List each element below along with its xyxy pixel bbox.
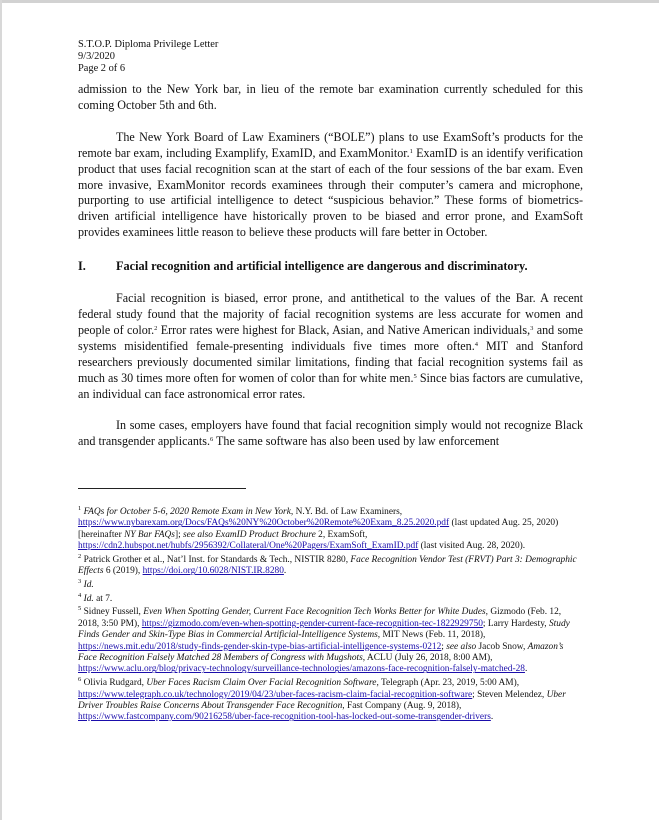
footnote-1-source: , N.Y. Bd. of Law Examiners,: [290, 507, 403, 517]
footnote-6-text-4: .: [490, 712, 494, 723]
footnote-6-author: Olivia Rudgard,: [83, 678, 147, 689]
paragraph-facial-recognition: [78, 291, 583, 402]
footnote-5-link-mit[interactable]: https://news.mit.edu/2018/study-finds-gender-skin-type-bias-artificial-intelligence-systems-0212: [78, 641, 442, 652]
footnote-1-link-hubspot[interactable]: https://cdn2.hubspot.net/hubfs/2956392/Collateral/One%20Pagers/ExamSoft_ExamID.pdf: [78, 541, 419, 552]
footnote-ref-5[interactable]: 5: [413, 372, 417, 380]
footnote-1-text-3: 2, ExamSoft,: [315, 529, 368, 540]
footnote-2-number: 2: [78, 552, 82, 560]
header-date: 9/3/2020: [78, 51, 115, 62]
footnote-5-text-6: , ACLU (July 26, 2018, 8:00 AM),: [362, 653, 493, 664]
footnote-4-id: Id.: [83, 593, 94, 604]
header-title: S.T.O.P. Diploma Privilege Letter: [78, 39, 219, 50]
footnote-3-number: 3: [78, 578, 82, 586]
footnote-5-title: Even When Spotting Gender, Current Face Recognition Tech Works Better for White Dudes: [143, 607, 486, 618]
footnote-2-title: Face Recognition Vendor Test (FRVT) Part 3: Demographic Effects: [78, 554, 577, 577]
footnote-5-text-4: ;: [441, 641, 447, 652]
footnote-1-text-2: ];: [174, 529, 184, 540]
footnote-5: [78, 607, 583, 675]
paragraph-employers: [78, 418, 583, 450]
footnote-4: [78, 591, 583, 605]
section-title: Facial recognition and artificial intelligence are dangerous and discriminatory.: [116, 259, 528, 274]
footnote-5-title-2: Study Finds Gender and Skin-Type Bias in Commercial Artificial-Intelligence Systems: [78, 618, 570, 641]
footnote-6-link-fastcompany[interactable]: https://www.fastcompany.com/90216258/uber-face-recognition-tool-has-locked-out-some-transgender-drivers: [78, 712, 491, 723]
footnote-5-link-aclu[interactable]: https://www.aclu.org/blog/privacy-technology/surveillance-technologies/amazons-face-recognition-falsely-matched-28: [78, 664, 525, 675]
footnote-1-text-4: (last visited Aug. 28, 2020).: [418, 541, 526, 552]
footnote-1: [78, 507, 583, 553]
paragraph-emp-text-a: In some cases, employers have found that facial recognition simply would not recognize Black and transgender applicants.: [78, 418, 583, 449]
footnote-ref-4[interactable]: 4: [474, 340, 478, 348]
footnote-6: [78, 678, 583, 724]
footnote-2: [78, 552, 583, 578]
footnote-5-text-7: .: [524, 664, 528, 675]
letter-header: [78, 39, 218, 75]
footnote-1-shortname: NY Bar FAQs: [124, 529, 175, 540]
footnote-1-brochure: see also ExamID Product Brochure: [183, 529, 316, 540]
footnote-2-text-3: .: [283, 566, 287, 577]
paragraph-continuation: admission to the New York bar, in lieu of the remote bar examination currently scheduled for this coming October 5th and 6th.: [78, 82, 583, 112]
footnote-3: [78, 580, 583, 591]
section-number: I.: [78, 259, 86, 274]
footnote-6-title: Uber Faces Racism Claim Over Facial Recognition Software: [146, 678, 377, 689]
footnote-6-title-2: Uber Driver Troubles Raise Concerns About Transgender Face Recognition: [78, 689, 566, 711]
footnote-6-link-telegraph[interactable]: https://www.telegraph.co.uk/technology/2019/04/23/uber-faces-racism-claim-facial-recognition-software: [78, 689, 473, 700]
footnote-2-text: Patrick Grother et al., Nat’l Inst. for Standards & Tech., NISTIR 8280,: [83, 554, 351, 565]
footnote-5-text-3: , MIT News (Feb. 11, 2018),: [377, 630, 486, 641]
footnote-5-link-gizmodo[interactable]: https://gizmodo.com/even-when-spotting-gender-current-face-recognition-tec-1822929750: [141, 618, 483, 629]
footnote-5-text-5: Jacob Snow,: [476, 641, 528, 652]
footnote-ref-1[interactable]: 1: [409, 147, 413, 155]
paragraph-bole: [78, 130, 583, 241]
footnote-5-text: , Gizmodo (Feb. 12, 2018, 3:50 PM),: [78, 607, 562, 629]
paragraph-bole-text-b: ExamID is an identify verification product that uses facial recognition scan at the start of each of the four sessions of the bar exam. Even more invasive, ExamMonitor records examinees through their computer’s camera and microphone, purporting to use artificial intelligence to detect “suspicious behavior.” These forms of biometrics-driven artificial intelligence have historically proven to be biased and error prone, and ExamSoft provides examinees little reason to believe these products will fare better in October.: [78, 145, 583, 240]
footnote-5-text-2: ; Larry Hardesty,: [482, 618, 549, 629]
footnote-5-signal: see also: [446, 641, 477, 652]
paragraph-fr-text-a: Facial recognition is biased, error prone, and antithetical to the values of the Bar. A recent federal study found that the majority of facial recognition systems are less accurate for women and people of color.: [78, 291, 583, 337]
footnote-6-text-2: ; Steven Melendez,: [472, 689, 547, 700]
header-page-number: Page 2 of 6: [78, 63, 126, 74]
footnote-5-number: 5: [78, 605, 82, 613]
paragraph-fr-text-d: MIT and Stanford researchers previously documented similar limitations, finding that facial recognition systems fail as much as 30 times more often for women of color than for white men.: [78, 338, 583, 385]
footnote-4-number: 4: [78, 591, 82, 599]
footnote-1-title: FAQs for October 5-6, 2020 Remote Exam in New York: [83, 507, 291, 517]
footnote-4-text: at 7.: [93, 593, 113, 604]
paragraph-fr-text-b: Error rates were highest for Black, Asian, and Native American individuals,: [157, 322, 531, 337]
page-border-top: [0, 0, 659, 3]
paragraph-fr-text-c: and some systems misidentified female-presenting individuals five times more often.: [78, 322, 584, 353]
footnote-1-text: (last updated Aug. 25, 2020) [hereinafter: [78, 518, 559, 540]
letter-body: [78, 82, 583, 450]
footnote-5-title-3: Amazon’s Face Recognition Falsely Matched 28 Members of Congress with Mugshots: [78, 641, 564, 664]
footnote-1-link-nybarexam[interactable]: https://www.nybarexam.org/Docs/FAQs%20NY%20October%20Remote%20Exam_8.25.2020.pdf: [78, 518, 450, 529]
footnote-2-text-2: 6 (2019),: [103, 566, 143, 577]
footnote-ref-2[interactable]: 2: [154, 324, 158, 332]
footnote-5-author: Sidney Fussell,: [83, 607, 144, 618]
footnote-1-number: 1: [78, 505, 82, 512]
footnote-3-text: Id.: [83, 580, 94, 591]
paragraph-fr-text-e: Since bias factors are cumulative, an individual can face astronomical error rates.: [78, 370, 583, 401]
page-border-left: [0, 0, 2, 820]
footnote-6-text: , Telegraph (Apr. 23, 2019, 5:00 AM),: [376, 678, 520, 689]
footnotes-section: [78, 488, 583, 726]
footnote-6-number: 6: [78, 676, 82, 684]
footnote-ref-6[interactable]: 6: [209, 436, 214, 444]
footnote-separator: [78, 488, 246, 489]
footnote-6-text-3: , Fast Company (Aug. 9, 2018),: [342, 700, 462, 711]
footnote-ref-3[interactable]: 3: [530, 324, 534, 332]
footnote-2-link-doi[interactable]: https://doi.org/10.6028/NIST.IR.8280: [142, 566, 284, 577]
paragraph-bole-text-a: The New York Board of Law Examiners (“BOLE”) plans to use ExamSoft’s products for the remote bar exam, including Examplify, ExamID, and ExamMonitor.: [78, 129, 583, 160]
section-heading: [78, 259, 583, 275]
paragraph-emp-text-b: The same software has also been used by law enforcement: [213, 434, 500, 449]
